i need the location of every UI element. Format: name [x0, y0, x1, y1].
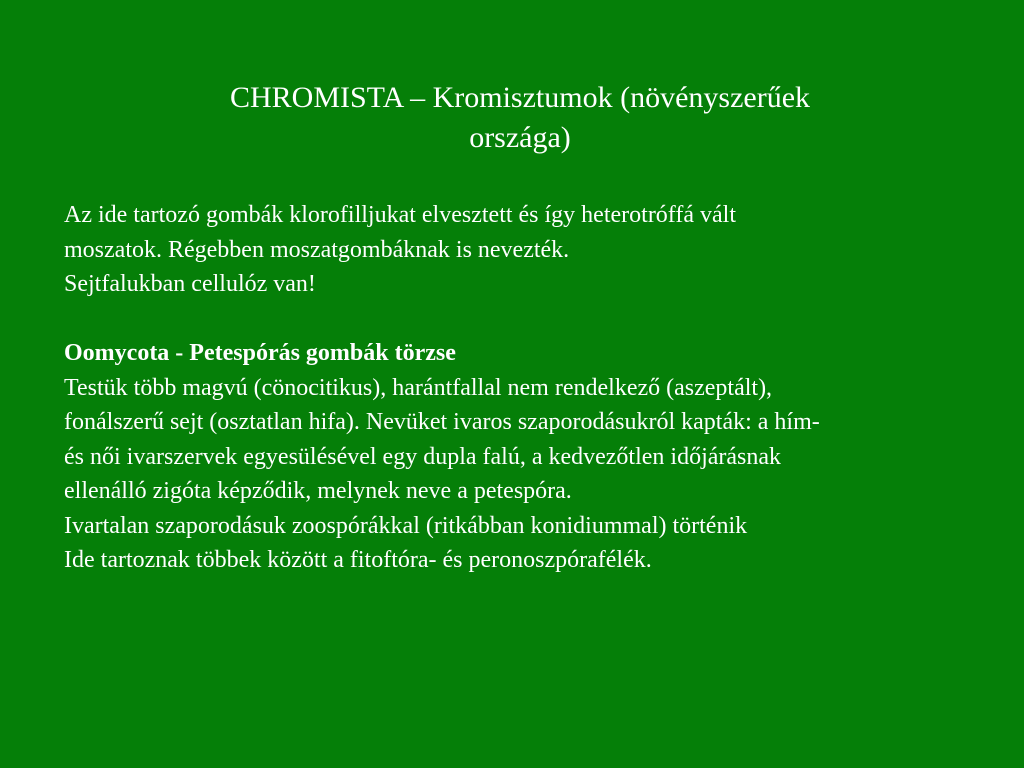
section-line-6: Ide tartoznak többek között a fitoftóra- és peronoszpórafélék.	[64, 547, 652, 573]
intro-line-2: moszatok. Régebben moszatgombáknak is nevezték.	[64, 236, 570, 263]
section-line-4: ellenálló zigóta képződik, melynek neve a petespóra.	[64, 478, 572, 504]
intro-line-1: Az ide tartozó gombák klorofilljukat elvesztett és így heterotróffá vált	[64, 202, 736, 228]
section-line-3: és női ivarszervek egyesülésével egy dupla falú, a kedvezőtlen időjárásnak	[64, 443, 782, 470]
section-paragraph	[64, 336, 1009, 578]
title-line-1: CHROMISTA – Kromisztumok (növényszerűek	[229, 81, 811, 114]
paragraph-spacer	[64, 302, 1009, 337]
section-line-5: Ivartalan szaporodásuk zoospórákkal (ritkábban konidiummal) történik	[64, 512, 748, 539]
intro-line-3: Sejtfalukban cellulóz van!	[64, 271, 316, 297]
intro-paragraph	[64, 198, 1009, 302]
section-heading: Oomycota - Petespórás gombák törzse	[64, 340, 456, 366]
section-line-2: fonálszerű sejt (osztatlan hifa). Nevüket ivaros szaporodásukról kapták: a hím-	[64, 409, 820, 435]
title-line-2: országa)	[469, 121, 571, 154]
slide-title	[0, 78, 1024, 158]
section-line-1: Testük több magvú (cönocitikus), harántfallal nem rendelkező (aszeptált),	[64, 374, 773, 401]
slide-body	[64, 198, 1009, 578]
